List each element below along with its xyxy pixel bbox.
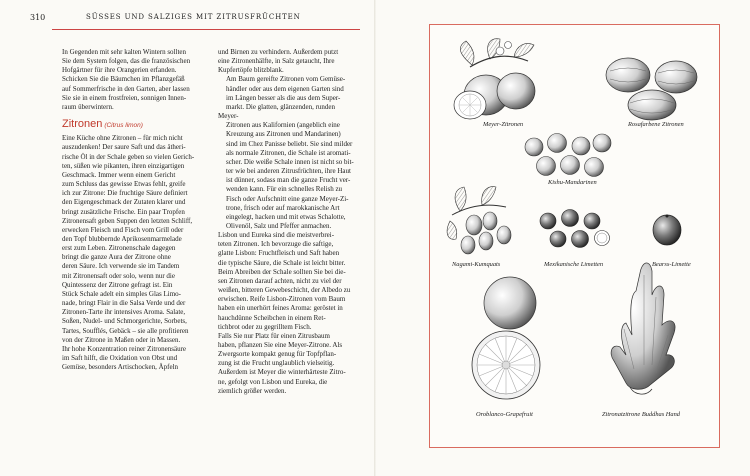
text-line: erst zum Leben. Zitronenschale dagegen xyxy=(62,244,176,253)
paragraph-4 xyxy=(218,332,357,396)
text-line: ne, gefolgt von Lisbon und Eureka, die xyxy=(218,377,328,386)
oroblanco-grapefruit-illustration xyxy=(472,277,540,399)
text-line: von der Zitrone in Maßen oder in Massen. xyxy=(62,335,181,344)
text-line: tichbrot oder zu gegrilltem Fisch. xyxy=(218,322,312,331)
text-line: Olivenöl, Salz und Pfeffer anmachen. xyxy=(226,221,332,230)
text-line: scher. Die weiße Schale innen ist nicht so bit- xyxy=(226,157,354,166)
text-line: haben, pflanzen Sie eine Meyer-Zitrone. Als xyxy=(218,341,343,349)
text-column-2 xyxy=(218,48,357,396)
text-line: im Längen besser als die aus dem Super- xyxy=(226,93,341,102)
fruit-illustrations xyxy=(430,25,719,447)
text-line: weißen, bitteren Gewebeschicht, der Albedo zu xyxy=(218,286,351,295)
text-line: Zwergsorte kompakt genug für Topfpflan- xyxy=(218,350,337,359)
text-line: bringt die ganze Aura der Zitrone ohne xyxy=(62,253,171,262)
buddhas-hand-illustration xyxy=(611,263,675,394)
text-line: Fisch oder Aufschnitt eine ganze Meyer-Zi- xyxy=(226,194,349,203)
text-line: nade, bringt Flair in die Salsa Verde und der xyxy=(62,299,186,308)
text-line: glatte Lisbon: Fruchtfleisch und Saft haben xyxy=(218,249,340,258)
page-number: 310 xyxy=(30,13,46,22)
text-line: Zitronen-Tarte ihr intensives Aroma. Salate, xyxy=(62,308,186,317)
text-line: zung ist die Frucht unglaublich vielseitig. xyxy=(218,359,335,368)
text-line: den Eigengeschmack der Zutaten klarer und xyxy=(62,198,186,207)
text-line: wenden kann. Für ein schnelles Relish zu xyxy=(226,185,343,194)
text-line: Gemüse, besonders Artischocken, Äpfeln xyxy=(62,363,179,372)
header-rule xyxy=(52,29,360,30)
text-line: mit Zitronensaft oder solo, wenn nur die xyxy=(62,271,175,280)
text-line: ziemlich größer werden. xyxy=(218,386,287,395)
text-line: sen Zitronen darauf achten, nicht zu viel der xyxy=(218,276,342,285)
text-line: Quintessenz der Zitrone gefragt ist. Ein xyxy=(62,280,173,289)
nagami-kumquat-illustration xyxy=(447,187,511,254)
section-latin-name: (Citrus limon) xyxy=(104,122,143,130)
text-line: raum überwintern. xyxy=(62,102,114,111)
text-line: auszudenken! Der saure Saft und das ätheri- xyxy=(62,143,186,152)
text-line: ter wie bei anderen Zitrusfrüchten, ihre Haut xyxy=(226,167,351,176)
text-line: Außerdem ist Meyer die winterhärteste Zitro- xyxy=(218,368,346,377)
section-title: Zitronen xyxy=(62,118,103,131)
text-line: teten Zitronen. Ich bevorzuge die saftige, xyxy=(218,240,334,249)
text-line: Eine Küche ohne Zitronen – für mich nicht xyxy=(62,134,183,143)
text-line: ich zur Zitrone: Die fruchtige Säure definiert xyxy=(62,189,188,198)
text-line: markt. Die glatten, glänzenden, runden Meyer- xyxy=(218,102,336,121)
text-line: den Topf blubbernde Aprikosenmarmelade xyxy=(62,234,182,243)
text-line: Geschmack. Immer wenn einem Gericht xyxy=(62,170,176,179)
text-line: Zitronensaft geben Suppen den letzten Schliff, xyxy=(62,216,193,225)
caption-nagami-kumquats: Nagami-Kumquats xyxy=(452,261,501,268)
text-line: Soßen, Nudel- und Schmorgerichte, Sorbets, xyxy=(62,317,187,326)
text-line: die typische Säure, die Schale ist leicht bitter. xyxy=(218,258,346,267)
text-line: Beim Abreiben der Schale sollten Sie bei die- xyxy=(218,267,346,276)
text-line: Sie sie in einem frostfreien, sonnigen Innen- xyxy=(62,93,187,102)
text-line: Sie dem System folgen, das die französischen xyxy=(62,57,191,66)
text-line: trone, frisch oder auf marokkanische Art xyxy=(226,203,340,212)
text-line: Stück Schale adelt ein simples Glas Limo- xyxy=(62,289,181,298)
text-line: Am Baum gereifte Zitronen vom Gemüse- xyxy=(226,75,346,84)
section-heading xyxy=(62,120,201,130)
paragraph-3 xyxy=(218,231,357,332)
caption-kishu-mandarins: Kishu-Mandarinen xyxy=(548,179,597,186)
text-line: als normale Zitronen, die Schale ist aromati- xyxy=(226,148,351,157)
text-line: erwecken Fleisch und Fisch vom Grill oder xyxy=(62,225,184,234)
text-line: Tartes, Soufflés, Gebäck – sie alle profitieren xyxy=(62,326,189,335)
text-line: und Birnen zu verhindern. Außerdem putzt xyxy=(218,48,339,56)
meyer-lemon-illustration xyxy=(454,39,535,119)
book-gutter xyxy=(374,0,376,476)
caption-oroblanco-grapefruit: Oroblanco-Grapefruit xyxy=(476,411,533,418)
caption-bearss-lime: Bearss-Limette xyxy=(652,261,691,268)
text-line: sind im Chez Panisse beliebt. Sie sind milder xyxy=(226,139,353,148)
text-line: ist dünner, sodass man die ganze Frucht ver- xyxy=(226,176,351,185)
text-line: rische Öl in der Schale geben so vielen Gerich- xyxy=(62,152,195,161)
text-line: hauchdünne Scheibchen in einem Ret- xyxy=(218,313,326,322)
text-line: Zitronen aus Kalifornien (angeblich eine xyxy=(226,121,340,130)
caption-pink-lemons: Rosafarbene Zitronen xyxy=(628,121,684,128)
caption-mexican-limes: Mexikanische Limetten xyxy=(544,261,604,268)
text-line: händler oder aus dem eigenen Garten sind xyxy=(226,84,344,93)
text-line: im Saft hilft, die Oxidation von Obst und xyxy=(62,354,178,362)
text-line: Kreuzung aus Zitronen und Mandarinen) xyxy=(226,130,341,139)
text-line: In Gegenden mit sehr kalten Wintern sollten xyxy=(62,48,187,56)
mexican-lime-illustration xyxy=(540,210,610,248)
text-line: Falls Sie nur Platz für einen Zitrusbaum xyxy=(218,331,330,340)
text-line: Lisbon und Eureka sind die meistverbrei- xyxy=(218,231,335,240)
text-line: Kupfertöpfe blitzblank. xyxy=(218,66,284,75)
bearss-lime-illustration xyxy=(653,215,681,246)
text-line: auf Sommerfrische in den Garten, aber lassen xyxy=(62,84,190,93)
illustration-plate xyxy=(429,24,720,448)
text-line: bringt zusätzliche Frische. Ein paar Tropfen xyxy=(62,207,185,216)
text-line: Ihr hohe Konzentration reiner Zitronensäure xyxy=(62,344,187,353)
text-line: deren Säure. Ich verwende sie im Tandem xyxy=(62,262,180,271)
intro-paragraph xyxy=(62,48,201,112)
text-line: erwischen. Reife Lisbon-Zitronen vom Baum xyxy=(218,295,346,304)
text-line: Hofgärtner für ihre Orangerien erfanden. xyxy=(62,66,177,75)
text-line: eingelegt, hacken und mit etwas Schalotte, xyxy=(226,212,346,221)
text-column-1 xyxy=(62,48,201,372)
caption-meyer-lemons: Meyer-Zitronen xyxy=(483,121,524,128)
running-head: SÜSSES UND SALZIGES MIT ZITRUSFRÜCHTEN xyxy=(86,13,301,21)
text-line: Schicken Sie die Bäumchen im Pflanzgefäß xyxy=(62,75,185,84)
pink-lemon-illustration xyxy=(606,58,697,120)
text-line: zum Schluss das gewisse Etwas fehlt, greife xyxy=(62,180,186,189)
caption-buddhas-hand: Zitronatzitrone Buddhas Hand xyxy=(602,411,680,418)
paragraph-1 xyxy=(218,48,357,75)
paragraph-2 xyxy=(218,75,357,231)
body-paragraph xyxy=(62,134,201,372)
text-line: eine Zitronenhälfte, in Salz getaucht, Ihre xyxy=(218,57,335,66)
text-line: haben ein unerhört feines Aroma: geröstet in xyxy=(218,304,343,313)
text-line: ten, süßen wie pikanten, ihren einzigartigen xyxy=(62,161,185,170)
kishu-mandarin-illustration xyxy=(525,134,611,177)
page-header xyxy=(30,13,360,27)
